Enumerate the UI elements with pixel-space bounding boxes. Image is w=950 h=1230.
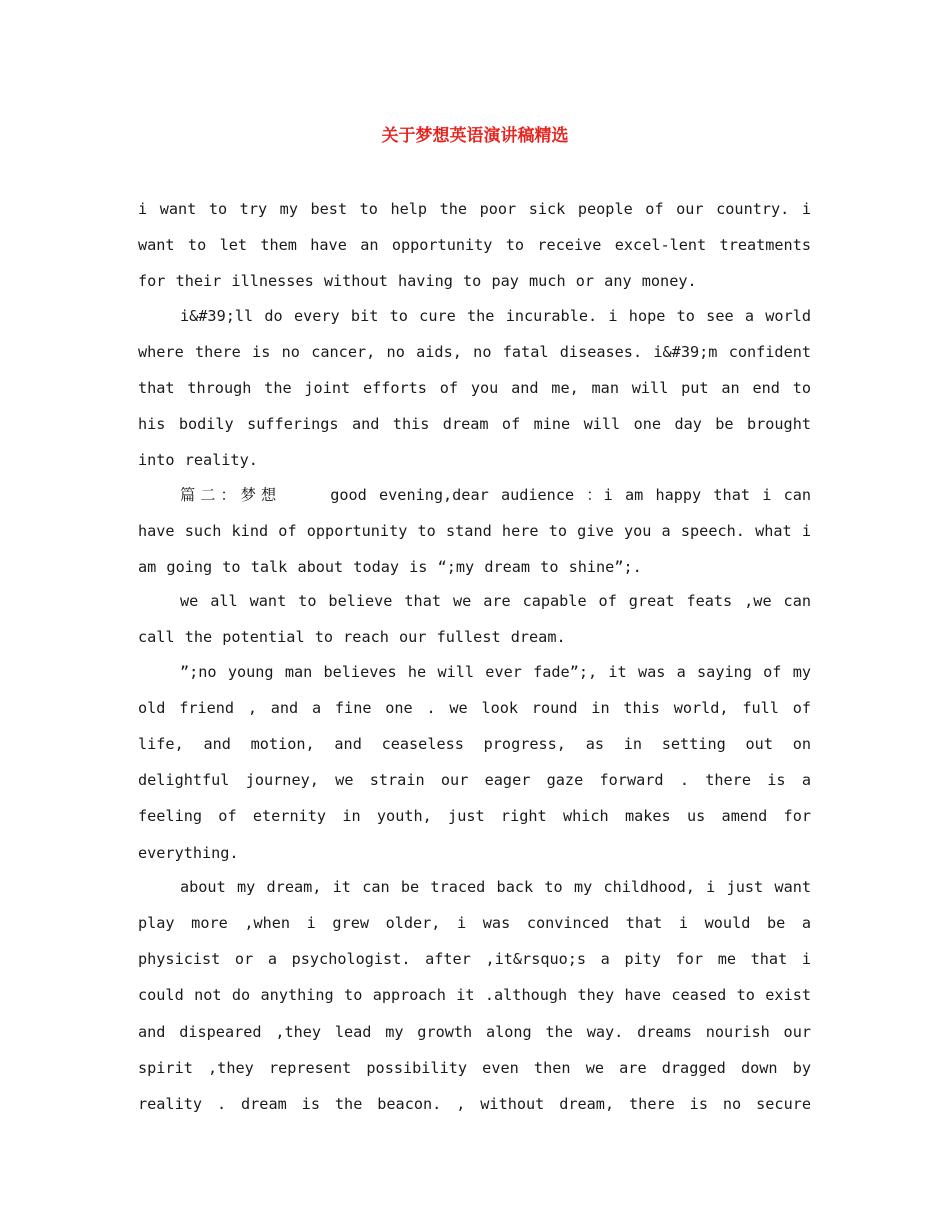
paragraph-1: i want to try my best to help the poor sick people of our country. i want to let them have an opportunity to receive excel-lent treatments for their illnesses without having to pay much or any money. — [138, 200, 811, 291]
paragraph-4: we all want to believe that we are capable of great feats ,we can call the potential to reach our fullest dream. — [138, 592, 811, 647]
paragraph-6: about my dream, it can be traced back to my childhood, i just want play more ,when i grew older, i was convinced that i would be a physicist or a psychologist. after ,it&rsquo;s a pity for me that i could not do anything to approach it .although they have ceased to exist and dispeared ,they lead my growth along the way. dreams nourish our spirit ,they represent possibility even then we are dragged down by reality . dream is the beacon. , without dream, there is no secure — [138, 877, 811, 1114]
paragraph-2: i&#39;ll do every bit to cure the incurable. i hope to see a world where there is no cancer, no aids, no fatal diseases. i&#39;m confident that through the joint efforts of you and me, man will put an end to his bodily sufferings and this dream of mine will one day be brought into reality. — [138, 306, 811, 470]
document-body — [138, 191, 811, 1120]
paragraph-5: ”;no young man believes he will ever fade”;, it was a saying of my old friend , and a fine one . we look round in this world, full of life, and motion, and ceaseless progress, as in setting out on delightful journey, we strain our eager gaze forward . there is a feeling of eternity in youth, just right which makes us amend for everything. — [138, 662, 811, 862]
section-heading: 篇二：梦想 — [180, 485, 282, 504]
paragraph-3 — [138, 477, 811, 586]
document-title: 关于梦想英语演讲稿精选 — [381, 126, 569, 146]
paragraph-3-text: good evening,dear audience ：i am happy that i can have such kind of opportunity to stand here to give you a speech. what i am going to talk about today is “;my dream to shine”;. — [138, 485, 811, 577]
